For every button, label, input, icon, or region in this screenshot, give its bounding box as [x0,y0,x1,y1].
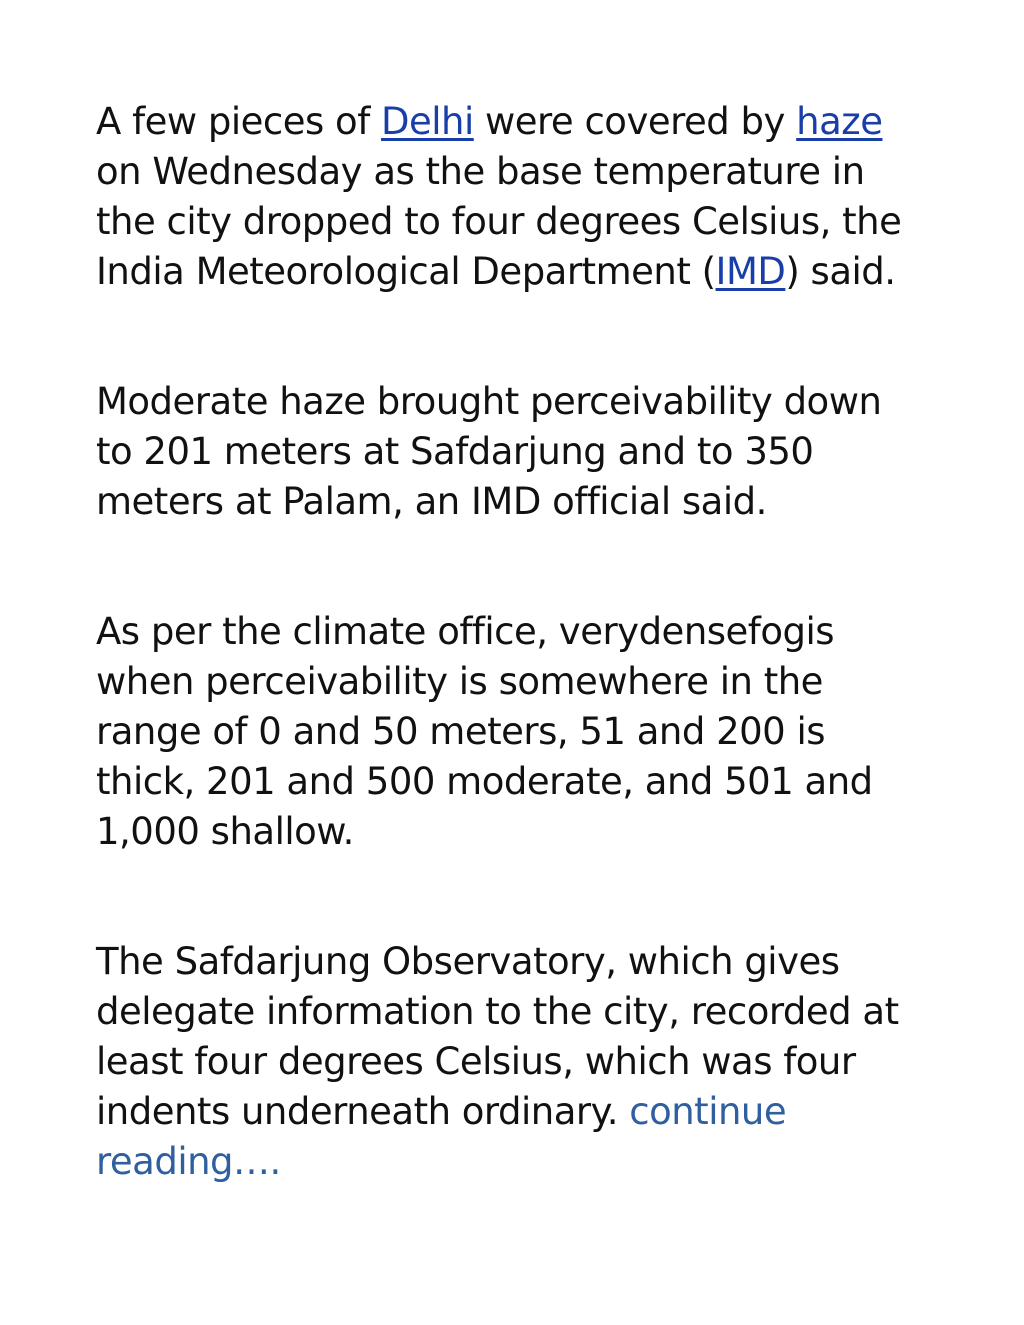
paragraph-text: on Wednesday as the base temperature in the city dropped to four degrees Celsius, the India Meteorological Department ( [96,150,902,293]
paragraph-text: As per the climate office, verydensefogis when perceivability is somewhere in the range of 0 and 50 meters, 51 and 200 is thick, 201 and 500 moderate, and 501 and 1,000 shallow. [96,610,873,853]
paragraph-observatory [96,937,926,1187]
paragraph-fog-ranges [96,607,926,857]
paragraph-text: A few pieces of [96,100,381,143]
article-body [96,97,926,1187]
paragraph-text: were covered by [473,100,797,143]
paragraph-intro [96,97,926,297]
paragraph-text: ) said. [785,250,896,293]
paragraph-text: Moderate haze brought perceivability down to 201 meters at Safdarjung and to 350 meters at Palam, an IMD official said. [96,380,882,523]
paragraph-text: The Safdarjung Observatory, which gives delegate information to the city, recorded at least four degrees Celsius, which was four indents underneath ordinary. [96,940,899,1133]
continue-reading-link[interactable]: continue reading…. [96,1090,787,1183]
delhi-link[interactable]: Delhi [380,100,474,143]
haze-link[interactable]: haze [796,100,883,143]
imd-link[interactable]: IMD [715,250,786,293]
paragraph-visibility [96,377,926,527]
